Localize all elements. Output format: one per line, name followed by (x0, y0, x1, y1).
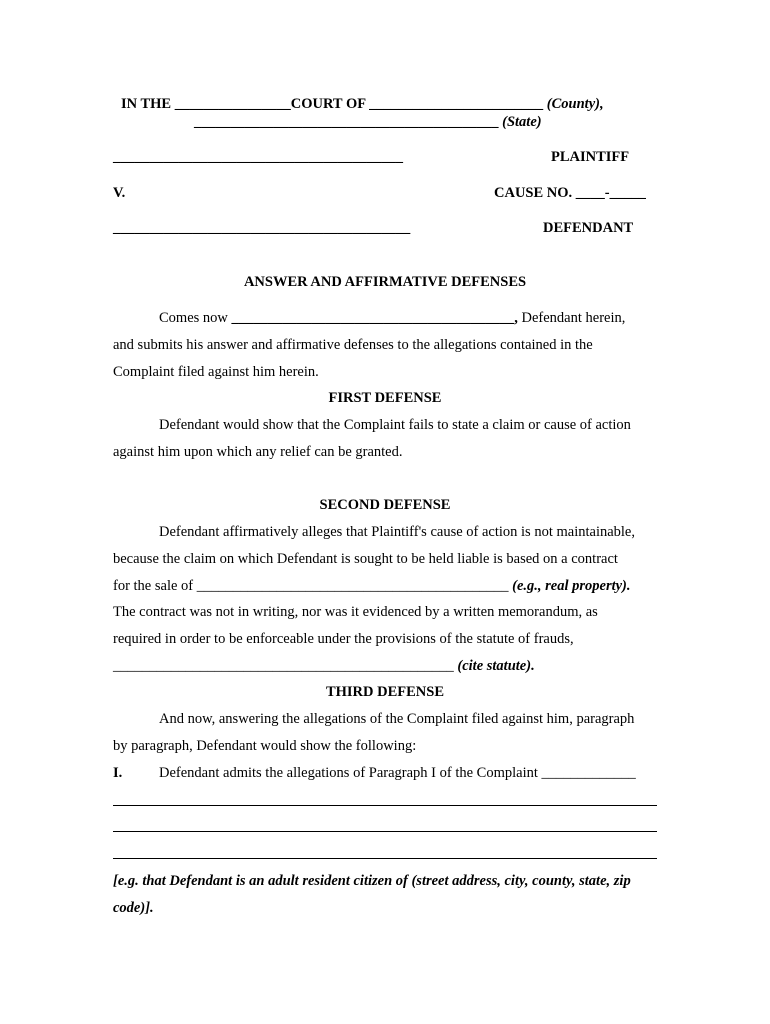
intro-defendant-herein: Defendant herein, (521, 310, 626, 326)
plaintiff-blank: ________________________________________ (113, 149, 403, 165)
third-defense-line-2: by paragraph, Defendant would show the following: (113, 738, 417, 754)
third-defense-heading: THIRD DEFENSE (325, 684, 445, 700)
plaintiff-label: PLAINTIFF (551, 149, 630, 165)
second-defense-line-5: required in order to be enforceable under the provisions of the statute of frauds, (113, 631, 574, 647)
intro-line-1 (159, 309, 625, 327)
second-defense-line-2: because the claim on which Defendant is sought to be held liable is based on a contract (113, 551, 618, 567)
statute-blank: _______________________________________________ (113, 658, 454, 674)
sale-of-blank: for the sale of ___________________________________________ (113, 578, 509, 594)
second-defense-line-1: Defendant affirmatively alleges that Plaintiff's cause of action is not maintainable, (159, 524, 635, 540)
second-defense-line-3 (113, 577, 631, 595)
defendant-name-blank: _______________________________________, (231, 310, 518, 326)
example-note-line-1: [e.g. that Defendant is an adult resident citizen of (street address, city, county, state, zip (113, 873, 631, 889)
versus-label: V. (113, 185, 126, 201)
answer-blank-line-3 (113, 858, 657, 859)
court-line-text: IN THE ________________COURT OF ________________________ (121, 96, 544, 112)
first-defense-heading: FIRST DEFENSE (328, 390, 442, 406)
second-defense-line-4: The contract was not in writing, nor was it evidenced by a written memorandum, as (113, 604, 598, 620)
defendant-label: DEFENDANT (543, 220, 634, 236)
document-title: ANSWER AND AFFIRMATIVE DEFENSES (243, 274, 527, 290)
answer-blank-line-2 (113, 831, 657, 832)
state-blank: __________________________________________ (194, 114, 499, 130)
state-label: (State) (502, 114, 542, 130)
cite-statute-note: (cite statute). (457, 658, 535, 674)
court-line (121, 95, 604, 113)
sale-example-note: (e.g., real property). (512, 578, 631, 594)
first-defense-line-2: against him upon which any relief can be granted. (113, 444, 403, 460)
intro-line-2: and submits his answer and affirmative defenses to the allegations contained in the (113, 337, 593, 353)
third-defense-line-1: And now, answering the allegations of the Complaint filed against him, paragraph (159, 711, 635, 727)
second-defense-line-6 (113, 657, 535, 675)
cause-number: CAUSE NO. ____-_____ (494, 185, 646, 201)
item-number: I. (113, 765, 123, 781)
county-label: (County), (546, 96, 604, 112)
first-defense-line-1: Defendant would show that the Complaint fails to state a claim or cause of action (159, 417, 631, 433)
item-text: Defendant admits the allegations of Paragraph I of the Complaint _____________ (159, 765, 636, 781)
defendant-blank: _________________________________________ (113, 220, 411, 236)
state-line (194, 113, 542, 131)
second-defense-heading: SECOND DEFENSE (319, 497, 451, 513)
answer-blank-line-1 (113, 805, 657, 806)
intro-line-3: Complaint filed against him herein. (113, 364, 319, 380)
example-note-line-2: code)]. (113, 900, 154, 916)
intro-comes-now: Comes now (159, 310, 228, 326)
